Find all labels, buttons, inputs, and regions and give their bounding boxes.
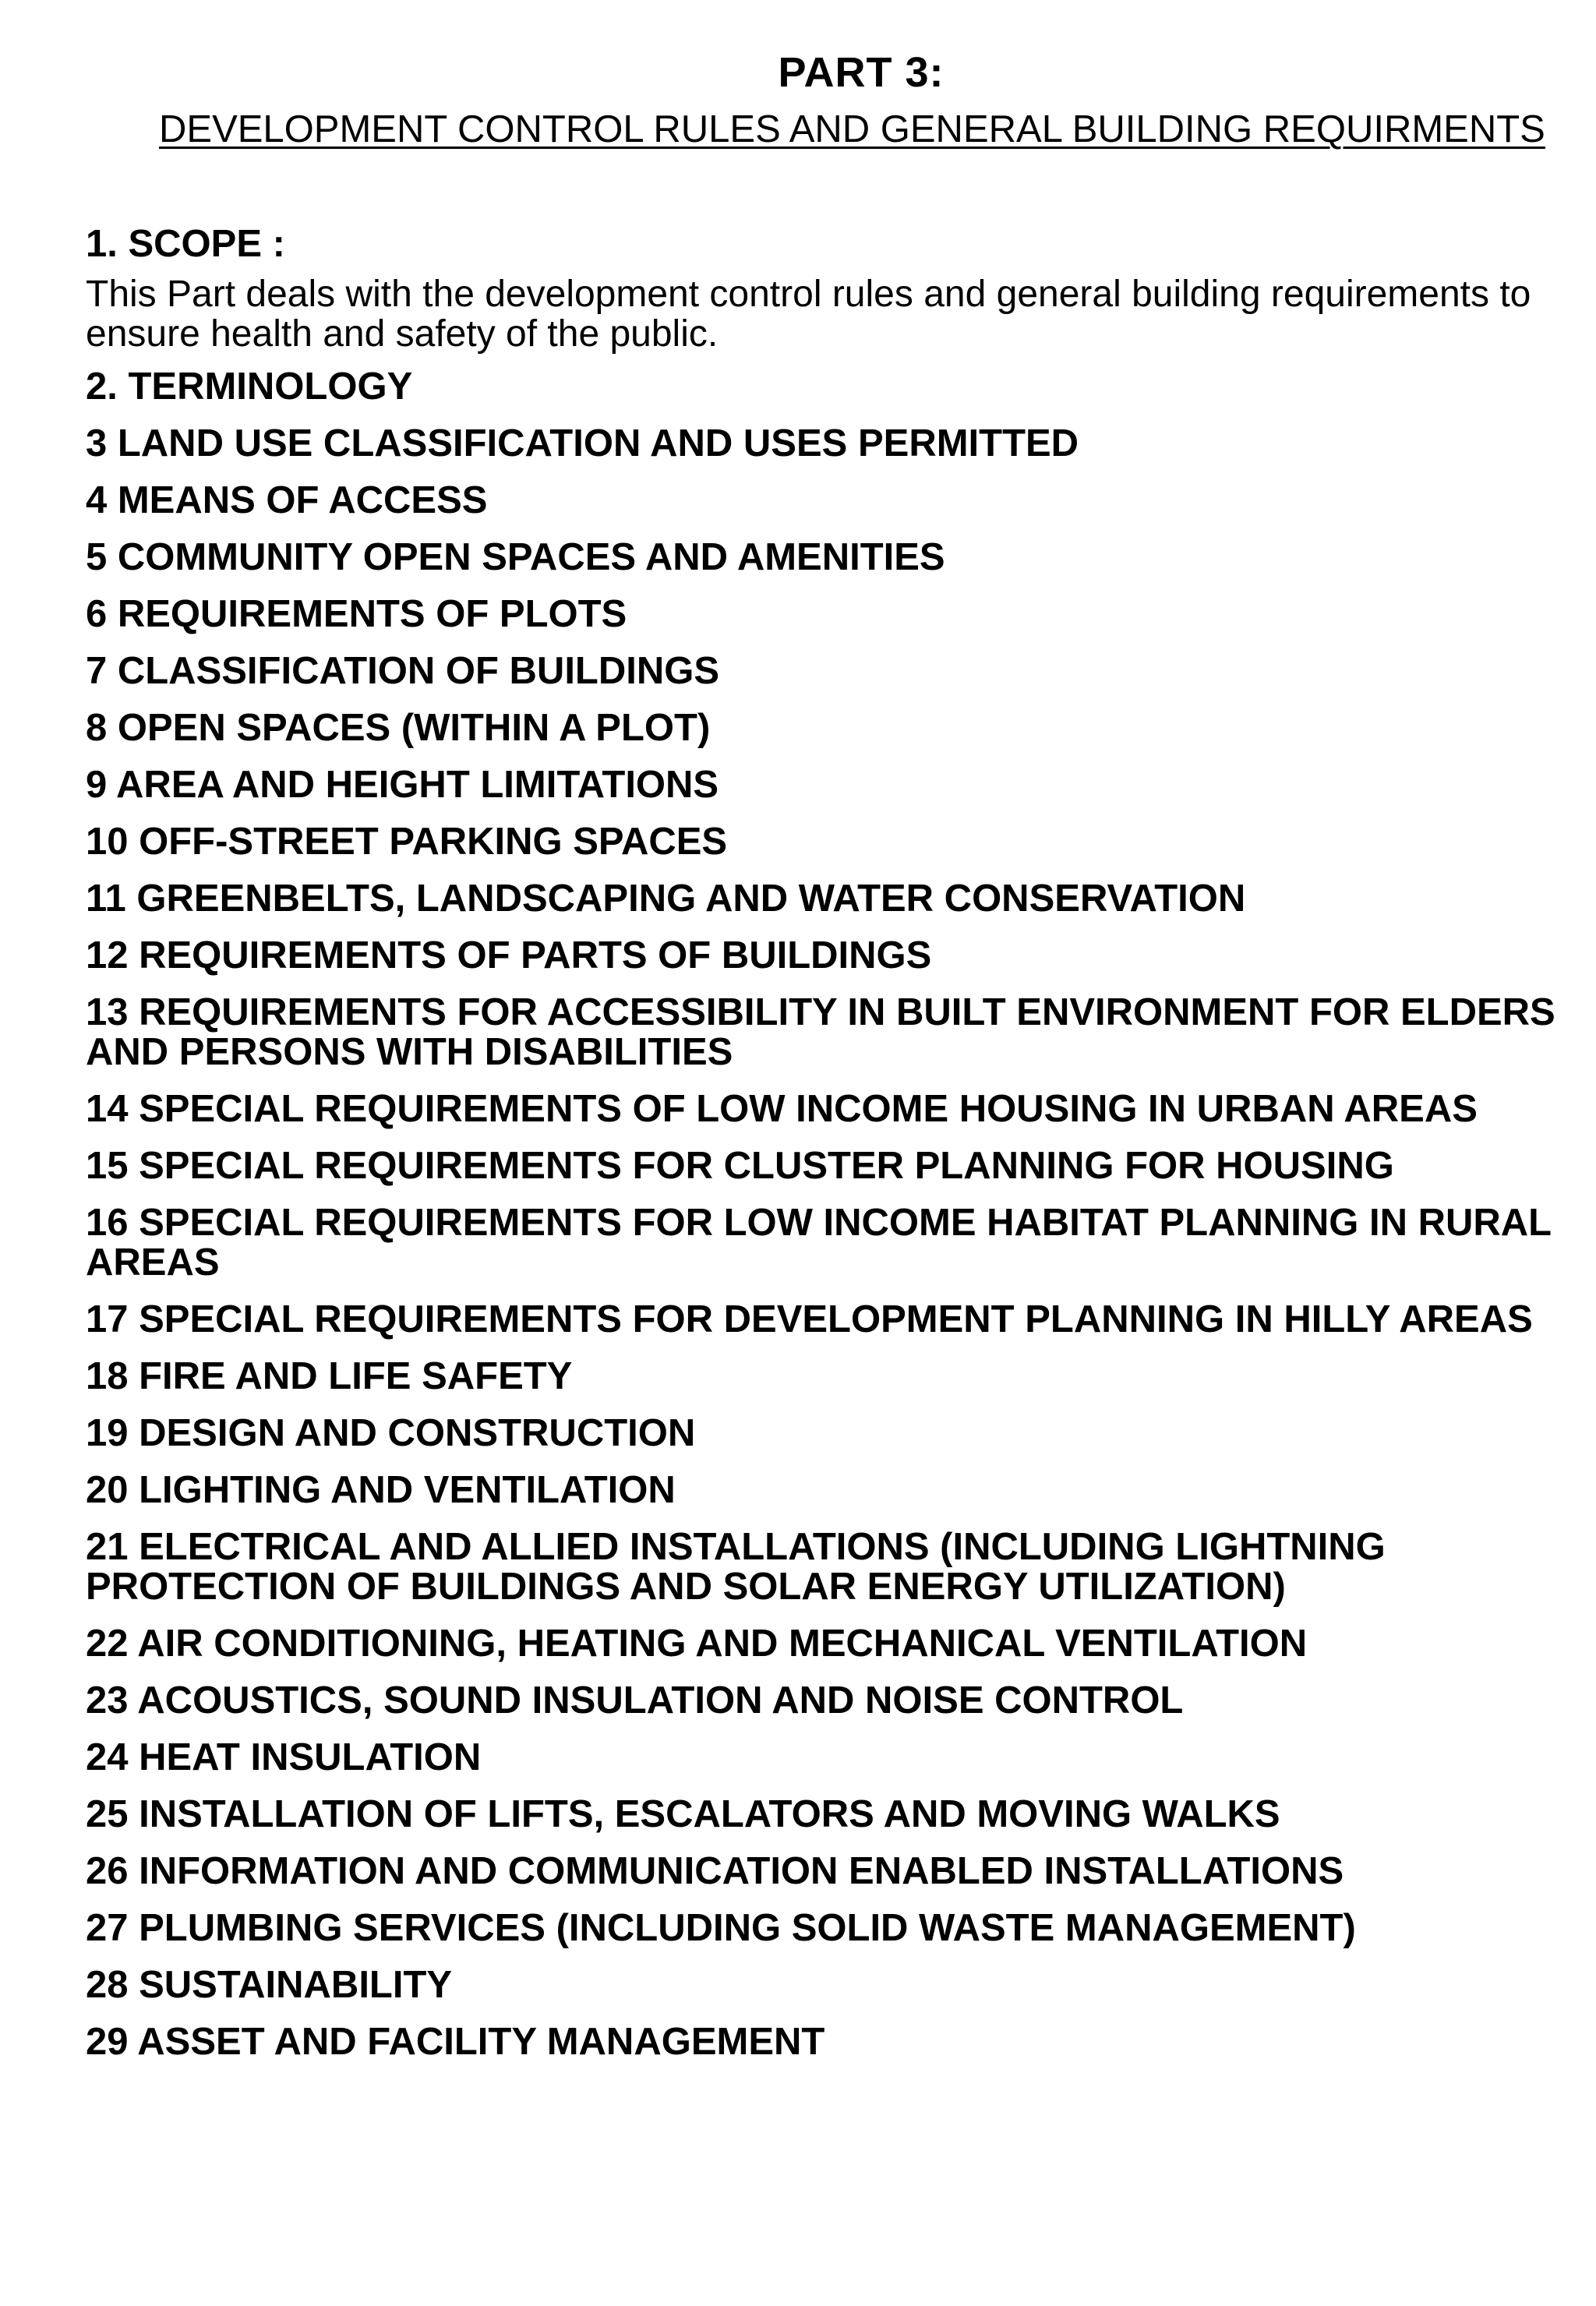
section-item: 17 SPECIAL REQUIREMENTS FOR DEVELOPMENT PLANNING IN HILLY AREAS: [86, 1298, 1533, 1340]
section-item: 16 SPECIAL REQUIREMENTS FOR LOW INCOME HABITAT PLANNING IN RURAL AREAS: [86, 1202, 1552, 1284]
section-item: 10 OFF-STREET PARKING SPACES: [86, 821, 728, 863]
section-item: 21 ELECTRICAL AND ALLIED INSTALLATIONS (INCLUDING LIGHTNING PROTECTION OF BUILDINGS AND SOLAR ENERGY UTILIZATION): [86, 1526, 1386, 1608]
section-item: 13 REQUIREMENTS FOR ACCESSIBILITY IN BUILT ENVIRONMENT FOR ELDERS AND PERSONS WITH DISABILITIES: [86, 991, 1555, 1073]
section-item: 18 FIRE AND LIFE SAFETY: [86, 1355, 573, 1397]
page-title: PART 3:: [778, 49, 945, 96]
section-item: 25 INSTALLATION OF LIFTS, ESCALATORS AND MOVING WALKS: [86, 1793, 1280, 1835]
section-item: 5 COMMUNITY OPEN SPACES AND AMENITIES: [86, 536, 945, 578]
section-item: 19 DESIGN AND CONSTRUCTION: [86, 1412, 696, 1454]
scope-heading: 1. SCOPE :: [86, 223, 285, 265]
document-body: [86, 220, 1590, 2071]
section-item: 28 SUSTAINABILITY: [86, 1964, 453, 2006]
section-item: 24 HEAT INSULATION: [86, 1736, 482, 1778]
section-item: 11 GREENBELTS, LANDSCAPING AND WATER CONSERVATION: [86, 878, 1246, 920]
section-item: 14 SPECIAL REQUIREMENTS OF LOW INCOME HOUSING IN URBAN AREAS: [86, 1088, 1478, 1130]
section-list: [86, 362, 1590, 2071]
section-item: 22 AIR CONDITIONING, HEATING AND MECHANICAL VENTILATION: [86, 1623, 1308, 1665]
section-item: 12 REQUIREMENTS OF PARTS OF BUILDINGS: [86, 934, 932, 976]
scope-text: This Part deals with the development control rules and general building requirements to ensure health and safety of the public.: [86, 274, 1531, 355]
section-item: 7 CLASSIFICATION OF BUILDINGS: [86, 650, 720, 692]
section-item: 3 LAND USE CLASSIFICATION AND USES PERMITTED: [86, 422, 1079, 464]
section-item: 8 OPEN SPACES (WITHIN A PLOT): [86, 707, 711, 749]
section-item: 2. TERMINOLOGY: [86, 365, 413, 408]
section-item: 9 AREA AND HEIGHT LIMITATIONS: [86, 764, 719, 806]
page-subtitle: DEVELOPMENT CONTROL RULES AND GENERAL BUILDING REQUIRMENTS: [159, 108, 1545, 150]
section-item: 15 SPECIAL REQUIREMENTS FOR CLUSTER PLANNING FOR HOUSING: [86, 1145, 1394, 1187]
section-item: 20 LIGHTING AND VENTILATION: [86, 1469, 676, 1511]
section-item: 29 ASSET AND FACILITY MANAGEMENT: [86, 2021, 825, 2063]
section-item: 4 MEANS OF ACCESS: [86, 479, 488, 521]
section-item: 23 ACOUSTICS, SOUND INSULATION AND NOISE CONTROL: [86, 1679, 1184, 1722]
section-item: 6 REQUIREMENTS OF PLOTS: [86, 593, 627, 635]
section-item: 27 PLUMBING SERVICES (INCLUDING SOLID WASTE MANAGEMENT): [86, 1907, 1356, 1949]
section-item: 26 INFORMATION AND COMMUNICATION ENABLED INSTALLATIONS: [86, 1850, 1344, 1892]
